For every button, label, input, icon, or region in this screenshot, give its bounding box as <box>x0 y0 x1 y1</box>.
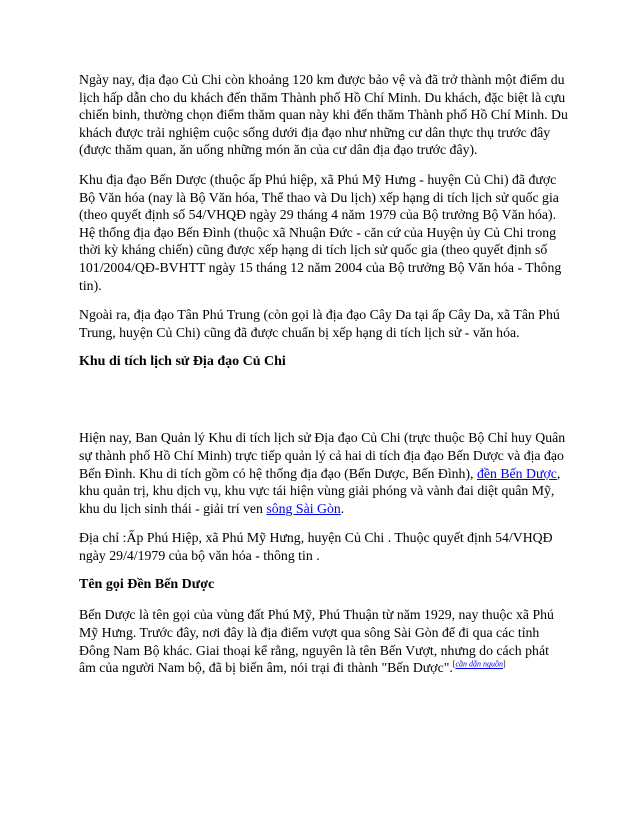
paragraph-ranking: Khu địa đạo Bến Dược (thuộc ấp Phú hiệp, xã Phú Mỹ Hưng - huyện Củ Chi) đã được Bộ Văn hóa (nay là Bộ Văn hóa, Thể thao và Du lịch) xếp hạng di tích lịch sử quốc gia (theo quyết định số 54/VHQĐ ngày 29 tháng 4 năm 1979 của Bộ trưởng Bộ Văn hóa). Hệ thống địa đạo Bến Đình (thuộc xã Nhuận Đức - căn cứ của Huyện ủy Củ Chi trong thời kỳ kháng chiến) cũng được xếp hạng di tích lịch sử quốc gia (theo quyết định số 101/2004/QĐ-BVHTT ngày 15 tháng 12 năm 2004 của Bộ trưởng Bộ Văn hóa - Thông tin). <box>79 171 562 293</box>
link-citation-needed[interactable]: cần dẫn nguồn <box>455 659 504 669</box>
text-segment: , khu quản trị, khu dịch vụ, khu vực tái hiện vùng giải phóng và vành đai diệt quân Mỹ, khu du lịch sinh thái - giải trí ven <box>79 465 561 516</box>
spacer <box>79 383 569 429</box>
paragraph-tan-phu-trung: Ngoài ra, địa đạo Tân Phú Trung (còn gọi là địa đạo Cây Da tại ấp Cây Da, xã Tân Phú Trung, huyện Củ Chi) cũng đã được chuẩn bị xếp hạng di tích lịch sử - văn hóa. <box>79 307 560 340</box>
paragraph-management <box>79 429 569 517</box>
section-heading-historic-site: Khu di tích lịch sử Địa đạo Củ Chi <box>79 354 286 370</box>
text-segment: . <box>340 500 345 516</box>
link-song-sai-gon[interactable]: sông Sài Gòn <box>266 500 341 516</box>
text-segment: Hiện nay, Ban Quản lý Khu di tích lịch sử Địa đạo Củ Chi (trực thuộc Bộ Chỉ huy Quân sự thành phố Hồ Chí Minh) trực tiếp quản lý cả hai di tích địa đạo Bến Dược và địa đạo Bến Đình. Khu di tích gồm có hệ thống địa đạo (Bến Dược, Bến Đình), <box>79 430 566 481</box>
paragraph-tourism: Ngày nay, địa đạo Củ Chi còn khoảng 120 km được bảo vệ và đã trở thành một điểm du lịch hấp dẫn cho du khách đến thăm Thành phố Hồ Chí Minh. Du khách, đặc biệt là cựu chiến binh, thường chọn điểm thăm quan này khi đến thăm Thành phố Hồ Chí Minh. Du khách được trải nghiệm cuộc sống dưới địa đạo như những cư dân thực thụ trước đây (được thăm quan, ăn uống những món ăn của cư dân địa đạo trước đây). <box>79 72 568 158</box>
text-segment: Bến Dược là tên gọi của vùng đất Phú Mỹ, Phú Thuận từ năm 1929, nay thuộc xã Phú Mỹ Hưng. Trước đây, nơi đây là địa điểm vượt qua sông Sài Gòn để đi qua các tỉnh Đông Nam Bộ khác. Giai thoại kể rằng, nguyên là tên Bến Vượt, nhưng do cách phát âm của người Nam bộ, đã bị biến âm, nói trại đi thành "Bến Dược". <box>79 607 554 676</box>
link-den-ben-duoc[interactable]: đền Bến Dược <box>476 465 557 481</box>
document-body <box>79 71 569 689</box>
paragraph-address: Địa chỉ :Ấp Phú Hiệp, xã Phú Mỹ Hưng, huyện Củ Chi . Thuộc quyết định 54/VHQĐ ngày 29/4/1979 của bộ văn hóa - thông tin . <box>79 530 553 563</box>
section-heading-name-origin: Tên gọi Đền Bến Dược <box>79 577 215 593</box>
paragraph-name-origin <box>79 606 569 676</box>
citation-needed: [cần dẫn nguồn] <box>452 659 506 669</box>
